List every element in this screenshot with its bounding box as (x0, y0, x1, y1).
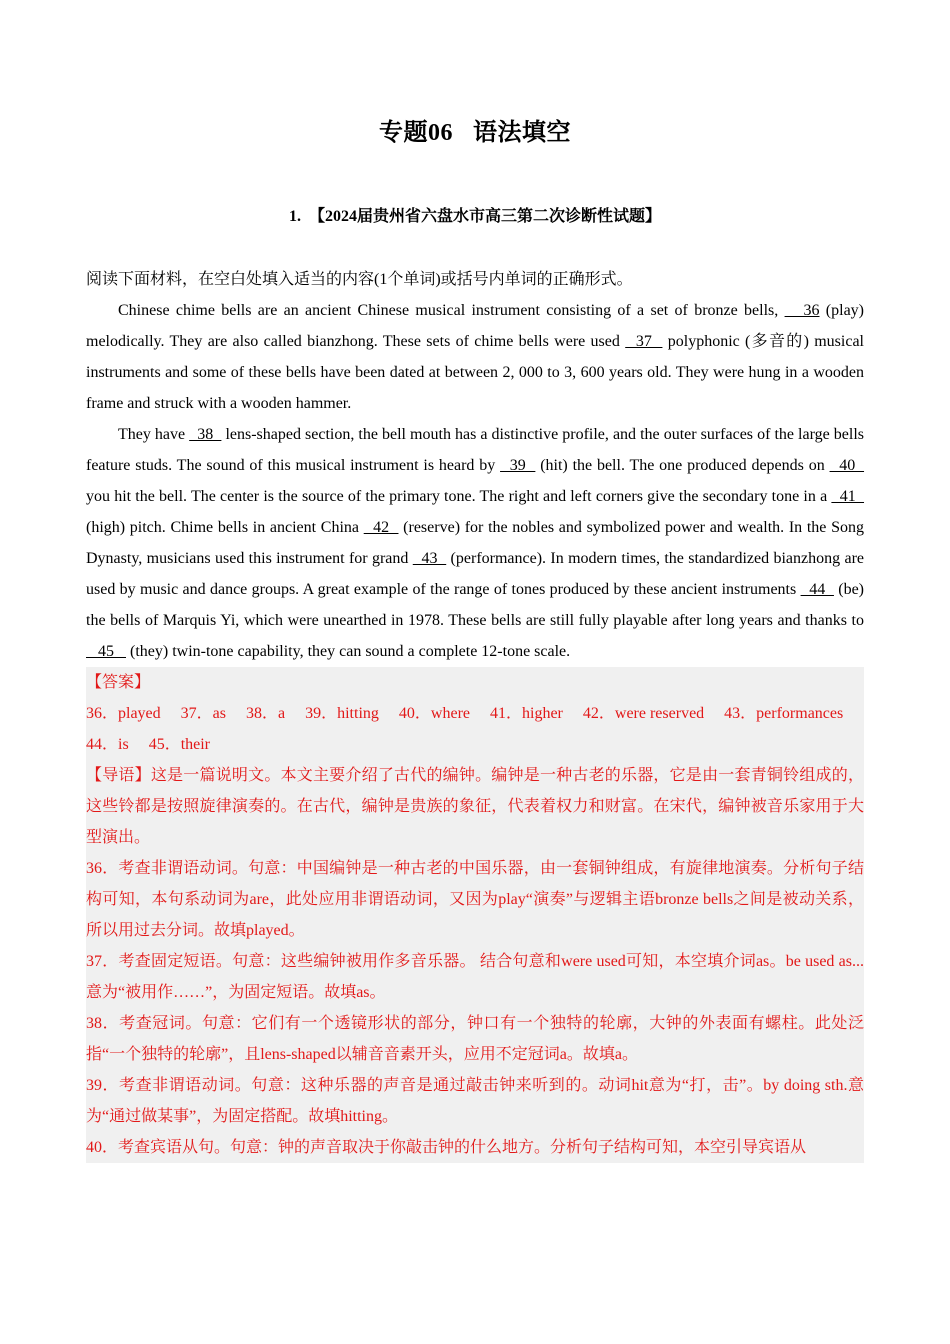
answer-item: 45．their (148, 736, 211, 753)
passage-text: (hit) the bell. The one produced depends on (535, 457, 830, 474)
passage-text: lens-shaped section, the bell mouth has a distinctive profile, and the outer surfaces of the large bells feature studs. The sound of this musical instrument is heard by (86, 426, 865, 474)
passage-text: They have (118, 426, 190, 443)
blank-39: 39 (500, 457, 536, 474)
answer-item: 37．as (180, 705, 226, 722)
instruction: 阅读下面材料，在空白处填入适当的内容(1个单词)或括号内单词的正确形式。 (86, 271, 633, 288)
answer-item: 36．played (86, 705, 161, 722)
answer-section (86, 667, 864, 1163)
passage-text: (reserve) for the nobles and symbolized power and wealth. In the Song Dynasty, musicians used this instrument for grand (86, 519, 865, 567)
explanation-36: 36．考查非谓语动词。句意：中国编钟是一种古老的中国乐器，由一套铜钟组成，有旋律地演奏。分析句子结构可知，本句系动词为are，此处应用非谓语动词，又因为play“演奏”与逻辑主语bronze bells之间是被动关系，所以用过去分词。故填played。 (86, 860, 864, 939)
answer-item: 41．higher (490, 705, 563, 722)
answer-item: 44．is (86, 736, 129, 753)
answer-item: 43．performances (724, 705, 844, 722)
blank-38: 38 (189, 426, 222, 443)
answer-label: 【答案】 (86, 674, 151, 691)
blank-36: 36 (784, 302, 820, 319)
answer-list-row-1 (86, 698, 864, 729)
answer-item: 40．where (398, 705, 470, 722)
explanation-40: 40．考查宾语从句。句意：钟的声音取决于你敲击钟的什么地方。分析句子结构可知，本空引导宾语从 (86, 1139, 807, 1156)
explanation-37: 37．考查固定短语。句意：这些编钟被用作多音乐器。 结合句意和were used可知，本空填介词as。be used as...意为“被用作……”，为固定短语。故填as。 (86, 953, 864, 1001)
blank-37: 37 (625, 333, 663, 350)
explanation-39: 39．考查非谓语动词。句意：这种乐器的声音是通过敲击钟来听到的。动词hit意为“打，击”。by doing sth.意为“通过做某事”，为固定搭配。故填hitting。 (86, 1077, 864, 1125)
answer-list-row-2 (86, 729, 864, 760)
title-topic-name: 语法填空 (473, 120, 571, 146)
passage-text: (performance). In modern times, the standardized bianzhong are used by music and dance groups. A great example of the range of tones produced by these ancient instruments (86, 550, 865, 598)
passage-paragraph-1 (86, 295, 864, 419)
passage-text: (high) pitch. Chime bells in ancient China (86, 519, 364, 536)
answer-item: 38．a (246, 705, 286, 722)
page-title (0, 112, 950, 147)
blank-42: 42 (363, 519, 399, 536)
title-topic-number: 专题06 (379, 120, 453, 146)
explanation-38: 38．考查冠词。句意：它们有一个透镜形状的部分，钟口有一个独特的轮廓，大钟的外表面有螺柱。此处泛指“一个独特的轮廓”，且lens-shaped以辅音音素开头，应用不定冠词a。故填a。 (86, 1015, 864, 1063)
answer-item: 39．hitting (305, 705, 379, 722)
passage-text: (they) twin-tone capability, they can sound a complete 12-tone scale. (126, 643, 571, 660)
blank-44: 44 (800, 581, 834, 598)
guide-paragraph: 【导语】这是一篇说明文。本文主要介绍了古代的编钟。编钟是一种古老的乐器，它是由一套青铜铃组成的，这些铃都是按照旋律演奏的。在古代，编钟是贵族的象征，代表着权力和财富。在宋代，编钟被音乐家用于大型演出。 (86, 767, 864, 846)
blank-43: 43 (412, 550, 447, 567)
blank-41: 41 (831, 488, 865, 505)
passage-text: (play) melodically. They are also called bianzhong. These sets of chime bells were used (86, 302, 865, 350)
passage-paragraph-2 (86, 419, 864, 667)
passage-text: (be) the bells of Marquis Yi, which were unearthed in 1978. These bells are still fully playable after long years and thanks to (86, 581, 865, 629)
blank-45: 45 (86, 643, 126, 660)
passage-text: you hit the bell. The center is the source of the primary tone. The right and left corners give the secondary tone in a (86, 488, 832, 505)
passage-text: Chinese chime bells are an ancient Chinese musical instrument consisting of a set of bronze bells, (118, 302, 785, 319)
answer-item: 42．were reserved (582, 705, 705, 722)
passage-text: polyphonic (多音的) musical instruments and some of these bells have been dated at between 2, 000 to 3, 600 years old. They were hung in a wooden frame and struck with a wooden hammer. (86, 333, 865, 412)
blank-40: 40 (829, 457, 865, 474)
question-header: 1. 【2024届贵州省六盘水市高三第二次诊断性试题】 (288, 208, 661, 225)
document-content (86, 264, 864, 1163)
